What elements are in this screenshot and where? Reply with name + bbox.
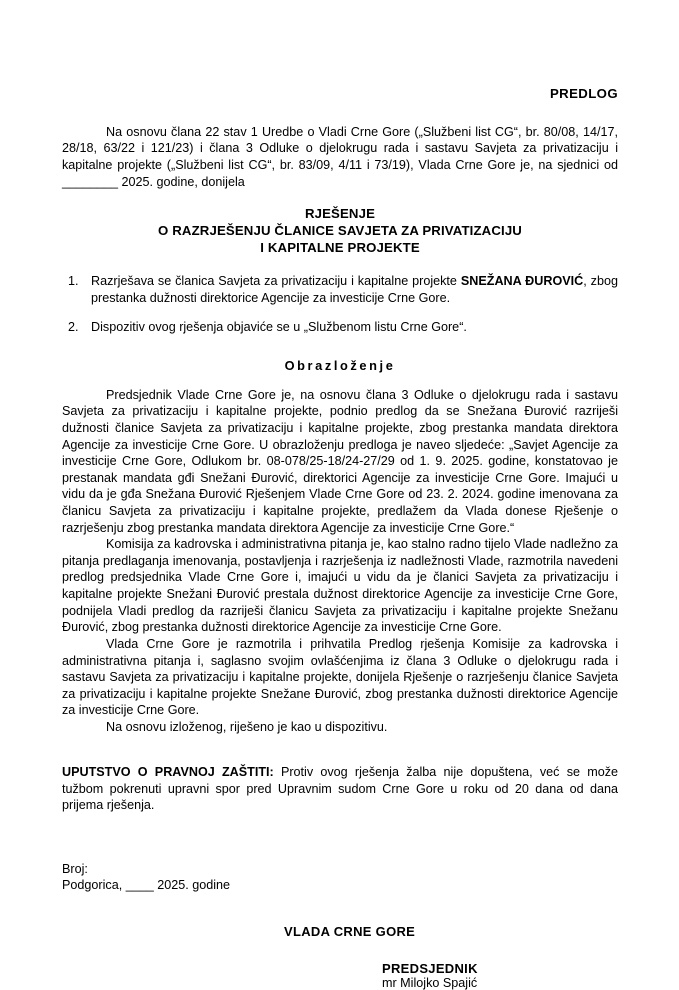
spacer <box>62 939 618 961</box>
decision-title-line-2: O RAZRJEŠENJU ČLANICE SAVJETA ZA PRIVATIZACIJU <box>158 223 522 239</box>
decision-title <box>62 206 618 257</box>
explanation-paragraph-1: Predsjednik Vlade Crne Gore je, na osnovu člana 3 Odluke o djelokrugu rada i sastavu Savjeta za privatizaciju i kapitalne projekte, podnio predlog da se Snežana Đurović razriješi dužnosti članice Savjeta za privatizaciju i kapitalne projekte, zbog prestanka mandata direktora Agencije za investicije Crne Gore. U obrazloženju predloga je naveo sljedeće: „Savjet Agencije za investicije Crne Gore, Odlukom br. 08-078/25-18/24-27/29 od 1. 9. 2025. godine, konstatovao je prestanak mandata gđi Snežani Đurović, direktorici Agencije za investicije Crne Gore. Imajući u vidu da je gđa Snežana Đurović Rješenjem Vlade Crne Gore od 23. 2. 2024. godine imenovana za članicu Savjeta za privatizaciju i kapitalne projekte, predlažem da Vlada donese Rješenje o razrješenju zbog prestanka mandata direktora Agencije za investicije Crne Gore.“ <box>62 387 618 535</box>
legal-notice-label: UPUTSTVO O PRAVNOJ ZAŠTITI: <box>62 765 274 780</box>
explanation-paragraph-2: Komisija za kadrovska i administrativna pitanja je, kao stalno radno tijelo Vlade nadležno za pitanja predlaganja imenovanja, postavljenja i razrješenja iz nadležnosti Vlade, razmotrila navedeni predlog predsjednika Vlade Crne Gore i, imajući u vidu da je članici Savjeta za privatizaciju i kapitalne projekte Snežani Đurović prestala dužnost direktorice Agencije za investicije Crne Gore, podnijela Vladi predlog da razriješi članicu Savjeta za privatizaciju i kapitalne projekte Snežanu Đurović, zbog prestanka dužnosti direktorice Agencije za investicije Crne Gore. <box>62 537 618 635</box>
signature-organization: VLADA CRNE GORE <box>284 924 416 940</box>
dispositive-list <box>62 273 618 336</box>
item-text-before-bold: Razrješava se članica Savjeta za privatizaciju i kapitalne projekte <box>91 273 461 288</box>
item-text: Dispozitiv ovog rješenja objaviće se u „Službenom listu Crne Gore“. <box>91 320 467 335</box>
spacer <box>62 336 618 358</box>
reference-number: Broj: <box>62 861 88 876</box>
signature-role: PREDSJEDNIK <box>382 961 478 977</box>
spacer <box>62 190 618 206</box>
intro-paragraph: Na osnovu člana 22 stav 1 Uredbe o Vladi Crne Gore („Službeni list CG“, br. 80/08, 14/17, 28/18, 63/22 i 121/23) i člana 3 Odluke o djelokrugu rada i sastavu Savjeta za privatizaciju i kapitalne projekte („Službeni list CG“, br. 83/09, 4/11 i 73/19), Vlada Crne Gore je, na sjednici od ________ 2025. godine, donijela <box>62 124 618 189</box>
spacer <box>62 736 618 752</box>
spacer <box>62 257 618 273</box>
document-type-label: PREDLOG <box>549 86 618 101</box>
reference-place-date: Podgorica, ____ 2025. godine <box>62 878 231 893</box>
explanation-paragraph-3: Vlada Crne Gore je razmotrila i prihvatila Predlog rješenja Komisije za kadrovska i administrativna pitanja i, saglasno svojim ovlašćenjima iz člana 3 Odluke o djelokrugu rada i sastavu Savjeta za privatizaciju i kapitalne projekte, donijela Rješenje o razrješenju članice Savjeta za privatizaciju i kapitalne projekte Snežane Đurović, zbog prestanka dužnosti direktorice Agencije za investicije Crne Gore. <box>62 636 618 718</box>
legal-protection-notice <box>62 764 618 814</box>
spacer <box>62 102 618 124</box>
spacer <box>62 894 618 924</box>
legal-notice-text: Protiv ovog rješenja žalba nije dopuštena, već se može tužbom pokrenuti upravni spor pred Upravnim sudom Crne Gore u roku od 20 dana od dana prijema rješenja. <box>62 765 619 813</box>
document-content <box>62 86 618 990</box>
dispositive-item-2 <box>62 319 618 336</box>
item-marker: 2. <box>68 320 79 335</box>
dismissed-person-name: SNEŽANA ĐUROVIĆ <box>460 273 584 288</box>
item-marker: 1. <box>68 273 79 288</box>
spacer <box>62 827 618 861</box>
explanation-paragraph-4: Na osnovu izloženog, riješeno je kao u dispozitivu. <box>106 719 388 734</box>
signature-name: mr Milojko Spajić <box>382 976 478 990</box>
spacer <box>62 373 618 387</box>
decision-title-line-1: RJEŠENJE <box>304 206 376 222</box>
reference-block <box>62 861 618 895</box>
decision-title-line-3: I KAPITALNE PROJEKTE <box>260 240 420 256</box>
dispositive-item-1 <box>62 273 618 306</box>
explanation-heading: Obrazloženje <box>284 357 396 373</box>
item-text-after-bold: , zbog prestanka dužnosti direktorice Agencije za investicije Crne Gore. <box>91 273 618 305</box>
